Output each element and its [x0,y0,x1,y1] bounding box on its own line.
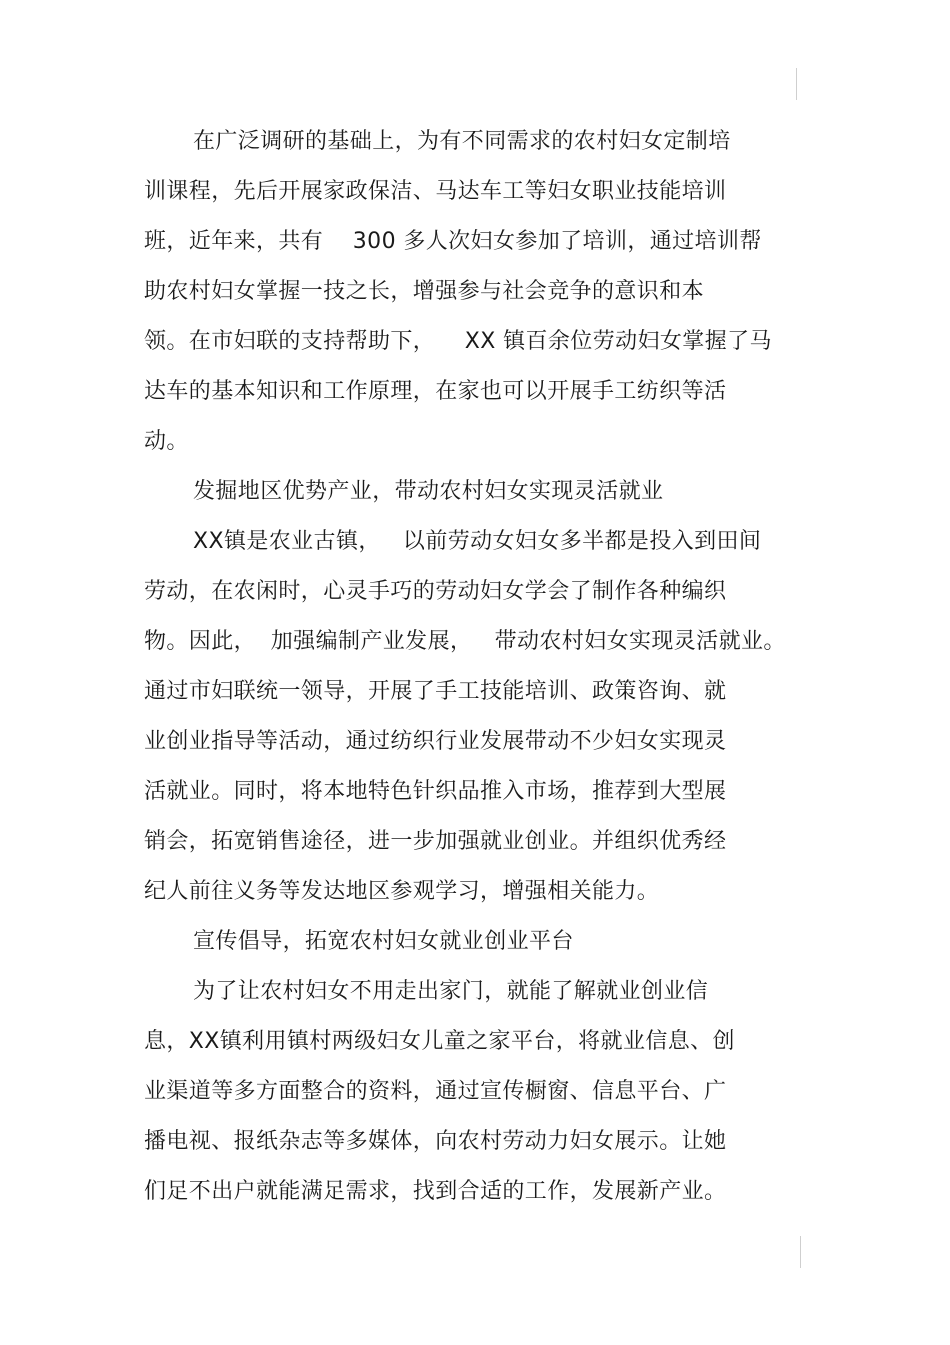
body-line: 助农村妇女掌握一技之长，增强参与社会竞争的意识和本 [144,279,705,304]
body-line: 业创业指导等活动，通过纺织行业发展带动不少妇女实现灵 [144,729,727,754]
body-line: 达车的基本知识和工作原理，在家也可以开展手工纺织等活 [144,379,727,404]
body-line: 动。 [144,429,189,454]
body-line: 物。因此， 加强编制产业发展， 带动农村妇女实现灵活就业。 [144,629,786,654]
body-line: 活就业。同时，将本地特色针织品推入市场，推荐到大型展 [144,779,727,804]
body-line: 在广泛调研的基础上，为有不同需求的农村妇女定制培 [193,129,731,154]
body-line: 息，XX镇利用镇村两级妇女儿童之家平台，将就业信息、创 [144,1029,735,1054]
body-line: 班，近年来，共有 300 多人次妇女参加了培训，通过培训帮 [144,229,762,254]
body-line: 通过市妇联统一领导，开展了手工技能培训、政策咨询、就 [144,679,727,704]
body-line: 领。在市妇联的支持帮助下， XX 镇百余位劳动妇女掌握了马 [144,329,772,354]
section-heading: 发掘地区优势产业，带动农村妇女实现灵活就业 [193,479,664,504]
body-line: 播电视、报纸杂志等多媒体，向农村劳动力妇女展示。让她 [144,1129,727,1154]
body-line: XX镇是农业古镇， 以前劳动女妇女多半都是投入到田间 [193,529,762,554]
body-line: 纪人前往义务等发达地区参观学习，增强相关能力。 [144,879,660,904]
body-line: 业渠道等多方面整合的资料，通过宣传橱窗、信息平台、广 [144,1079,727,1104]
body-line: 训课程，先后开展家政保洁、马达车工等妇女职业技能培训 [144,179,727,204]
page-corner-mark-top [796,68,797,100]
body-line: 劳动，在农闲时，心灵手巧的劳动妇女学会了制作各种编织 [144,579,727,604]
page-corner-mark-bottom [800,1236,801,1268]
body-line: 销会，拓宽销售途径，进一步加强就业创业。并组织优秀经 [144,829,727,854]
body-line: 们足不出户就能满足需求，找到合适的工作，发展新产业。 [144,1179,727,1204]
section-heading: 宣传倡导，拓宽农村妇女就业创业平台 [193,929,574,954]
body-line: 为了让农村妇女不用走出家门，就能了解就业创业信 [193,979,709,1004]
